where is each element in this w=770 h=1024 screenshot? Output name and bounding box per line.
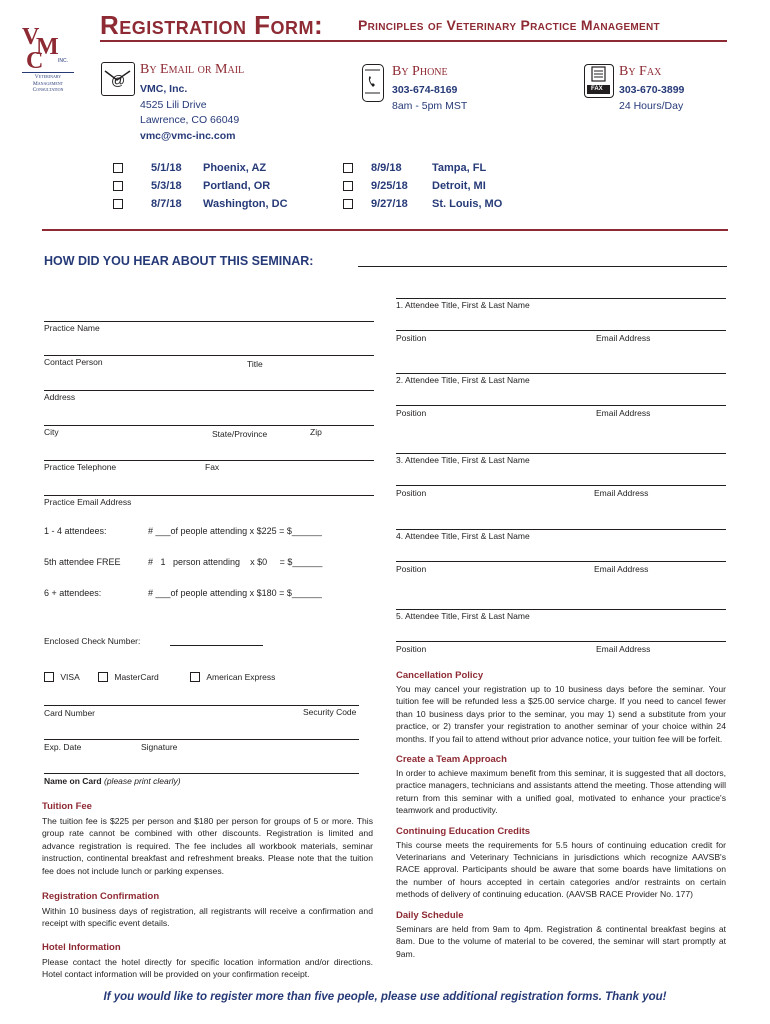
- date-checkbox[interactable]: [343, 199, 353, 209]
- attendee-title-label: 5. Attendee Title, First & Last Name: [396, 611, 530, 621]
- attendee-block-1: [396, 286, 726, 346]
- svg-text:M: M: [36, 34, 59, 60]
- cancel-text: You may cancel your registration up to 10 business days before the seminar. Your tuition fee will be refunded less a $25.00 service charge. If you need to cancel fewer than 10 business days prior to the seminar, you may 1) send a substitute from your practice, or 2) transfer your registration to another seminar of your choice within 24 months. If you fail to attend without prior advance notice, your tuition fee will be forfeit.: [396, 684, 726, 744]
- page-title: Registration Form:: [100, 10, 324, 40]
- attendee-position-label: Position: [396, 488, 427, 498]
- attendee-name-line[interactable]: [396, 597, 726, 610]
- date-option[interactable]: 9/27/18 St. Louis, MO: [343, 199, 543, 212]
- name-on-card-text: Name on Card: [44, 776, 102, 786]
- team-title: Create a Team Approach: [396, 754, 507, 766]
- name-on-card-line[interactable]: [44, 760, 359, 774]
- attendee-title-label: 4. Attendee Title, First & Last Name: [396, 531, 530, 541]
- ce-text: This course meets the requirements for 5.5 hours of continuing education credit for Veterinarians and Veterinary Technicians in jurisdictions which recognize AAVSB's RACE approval. Participants should be aware that some boards have limitations on the number of hours accepted in certain categories and/or restraints on certain methods of delivery of continuing education. (AAVSB RACE Provider No. 177): [396, 839, 726, 900]
- attendee-position-label: Position: [396, 564, 427, 574]
- schedule-title: Daily Schedule: [396, 909, 464, 921]
- attendee-title-label: 2. Attendee Title, First & Last Name: [396, 375, 530, 385]
- pricing-calc-1[interactable]: # ___of people attending x $225 = $______: [148, 526, 322, 536]
- date-checkbox[interactable]: [343, 181, 353, 191]
- page-subtitle: Principles of Veterinary Practice Management: [358, 17, 660, 33]
- attendee-name-line[interactable]: [396, 286, 726, 299]
- date-option[interactable]: 5/3/18 Portland, OR: [113, 181, 313, 194]
- attendee-block-4: [396, 517, 726, 577]
- attendee-email-label: Email Address: [594, 488, 649, 498]
- pricing-calc-3[interactable]: # ___of people attending x $180 = $______: [148, 588, 322, 598]
- address-label: Address: [44, 392, 76, 402]
- date-checkbox[interactable]: [343, 163, 353, 173]
- attendee-email-label: Email Address: [594, 564, 649, 574]
- confirmation-title: Registration Confirmation: [42, 891, 160, 903]
- hear-about-label: HOW DID YOU HEAR ABOUT THIS SEMINAR:: [44, 254, 314, 268]
- state-label: State/Province: [212, 429, 268, 439]
- vmc-logo-mark: [22, 22, 74, 72]
- practice-telephone-line[interactable]: [44, 447, 374, 461]
- city-line[interactable]: [44, 412, 374, 426]
- attendee-position-line[interactable]: [396, 392, 726, 406]
- info-left-column: [42, 801, 373, 981]
- card-number-label: Card Number: [44, 708, 96, 718]
- attendee-email-label: Email Address: [596, 408, 651, 418]
- visa-checkbox[interactable]: [44, 672, 54, 682]
- pricing-calc-2[interactable]: # 1 person attending x $0 = $______: [148, 557, 323, 567]
- practice-name-line[interactable]: [44, 308, 374, 322]
- exp-date-label: Exp. Date: [44, 742, 82, 752]
- phone-hours: 8am - 5pm MST: [392, 100, 468, 112]
- cancel-title: Cancellation Policy: [396, 670, 484, 681]
- phone-icon: [362, 64, 384, 102]
- exp-date-line[interactable]: [44, 726, 359, 740]
- fax-label: Fax: [205, 462, 220, 472]
- attendee-position-label: Position: [396, 333, 427, 343]
- mail-company: VMC, Inc.: [140, 83, 188, 95]
- mail-address: [140, 82, 239, 144]
- attendee-title-label: 3. Attendee Title, First & Last Name: [396, 455, 530, 465]
- attendee-position-label: Position: [396, 644, 427, 654]
- logo-sub-line-3: Consultation: [32, 87, 64, 93]
- pricing-label-3: 6 + attendees:: [44, 588, 102, 598]
- attendee-block-5: [396, 597, 726, 657]
- practice-telephone-label: Practice Telephone: [44, 462, 117, 472]
- zip-label: Zip: [310, 427, 322, 437]
- amex-checkbox[interactable]: [190, 672, 200, 682]
- pricing-label-1: 1 - 4 attendees:: [44, 526, 107, 536]
- mastercard-checkbox[interactable]: [98, 672, 108, 682]
- date-option[interactable]: 8/7/18 Washington, DC: [113, 199, 313, 212]
- fax-number[interactable]: 303-670-3899: [619, 84, 685, 96]
- attendee-email-label: Email Address: [596, 333, 651, 343]
- team-text: In order to achieve maximum benefit from this seminar, it is suggested that all doctors, practice managers, technicians and assistants attend the meeting. Those attending will return from this seminar with a unified goal, motivated to enhance your practice's teamwork and productivity.: [396, 768, 726, 816]
- logo-inc: INC.: [58, 58, 68, 64]
- hotel-text: Please contact the hotel directly for specific location information and/or directions. Hotel contact information will be provided on your confirmation receipt.: [42, 956, 373, 980]
- phone-number[interactable]: 303-674-8169: [392, 84, 458, 96]
- date-option[interactable]: 9/25/18 Detroit, MI: [343, 181, 543, 194]
- attendee-name-line[interactable]: [396, 361, 726, 374]
- check-number-input[interactable]: [170, 634, 263, 646]
- confirmation-text: Within 10 business days of registration, all registrants will receive a confirmation and receipt with specific event details.: [42, 906, 373, 929]
- svg-text:V: V: [22, 24, 40, 50]
- info-right-column: [396, 670, 726, 960]
- footer-note: If you would like to register more than five people, please use additional registration forms. Thank you!: [103, 991, 667, 1003]
- address-line[interactable]: [44, 377, 374, 391]
- pricing-label-2: 5th attendee FREE: [44, 557, 121, 567]
- name-on-card-label: [44, 776, 181, 786]
- signature-label: Signature: [141, 742, 178, 752]
- fax-icon-label: FAX: [591, 86, 603, 92]
- logo-sub-line-1: Veterinary: [34, 74, 62, 80]
- date-option[interactable]: 8/9/18 Tampa, FL: [343, 163, 543, 176]
- vmc-logo: [22, 22, 74, 94]
- email-icon: [101, 62, 135, 96]
- attendee-position-label: Position: [396, 408, 427, 418]
- practice-name-label: Practice Name: [44, 323, 100, 333]
- date-checkbox[interactable]: [113, 199, 123, 209]
- contact-person-label: Contact Person: [44, 357, 103, 367]
- attendee-block-2: [396, 361, 726, 421]
- attendee-email-label: Email Address: [596, 644, 651, 654]
- attendee-position-line[interactable]: [396, 472, 726, 486]
- card-mastercard-option[interactable]: MasterCard: [98, 671, 159, 682]
- card-visa-option[interactable]: VISA: [44, 671, 80, 682]
- date-checkbox[interactable]: [113, 163, 123, 173]
- city-label: City: [44, 427, 59, 437]
- logo-sub-line-2: Management: [32, 80, 64, 87]
- attendee-name-line[interactable]: [396, 441, 726, 454]
- fax-icon: [584, 64, 614, 98]
- section-divider: [42, 229, 728, 231]
- attendee-position-line[interactable]: [396, 548, 726, 562]
- date-checkbox[interactable]: [113, 181, 123, 191]
- svg-text:C: C: [26, 48, 44, 72]
- title-label: Title: [247, 359, 263, 369]
- schedule-text: Seminars are held from 9am to 4pm. Registration & continental breakfast begins at 8am. Due to the volume of material to be covered, the seminar will start promptly at 9am.: [396, 923, 726, 959]
- phone-heading: By Phone: [392, 64, 448, 79]
- mail-city: Lawrence, CO 66049: [140, 114, 240, 126]
- practice-email-line[interactable]: [44, 482, 374, 496]
- attendee-position-line[interactable]: [396, 628, 726, 642]
- check-number-label: Enclosed Check Number:: [44, 636, 141, 646]
- security-code-label: Security Code: [303, 707, 357, 717]
- contact-person-line[interactable]: [44, 342, 374, 356]
- attendee-block-3: [396, 441, 726, 501]
- attendee-title-label: 1. Attendee Title, First & Last Name: [396, 300, 530, 310]
- attendee-name-line[interactable]: [396, 517, 726, 530]
- fax-heading: By Fax: [619, 64, 662, 79]
- mail-email[interactable]: vmc@vmc-inc.com: [140, 129, 236, 142]
- name-on-card-note: (please print clearly): [104, 776, 181, 786]
- card-number-line[interactable]: [44, 692, 359, 706]
- fax-hours: 24 Hours/Day: [619, 100, 684, 112]
- tuition-text: The tuition fee is $225 per person and $180 per person for groups of 5 or more. This group rate cannot be combined with other discounts. Registration is limited and advance registration is required. The fee includes all workbook materials, seminar instruction, continental breakfast and refreshment breaks. Please note that the tuition fee does not include lunch or parking expenses.: [42, 816, 373, 876]
- hear-about-input[interactable]: [358, 255, 727, 267]
- attendee-position-line[interactable]: [396, 317, 726, 331]
- logo-subtitle: [22, 74, 74, 94]
- ce-title: Continuing Education Credits: [396, 825, 531, 837]
- hotel-title: Hotel Information: [42, 941, 121, 953]
- date-option[interactable]: 5/1/18 Phoenix, AZ: [113, 163, 313, 176]
- mail-street: 4525 Lili Drive: [140, 98, 207, 111]
- tuition-title: Tuition Fee: [42, 801, 92, 812]
- card-amex-option[interactable]: American Express: [190, 671, 275, 682]
- svg-text:@: @: [111, 72, 126, 88]
- email-mail-heading: By Email or Mail: [140, 62, 245, 77]
- practice-email-label: Practice Email Address: [44, 497, 132, 507]
